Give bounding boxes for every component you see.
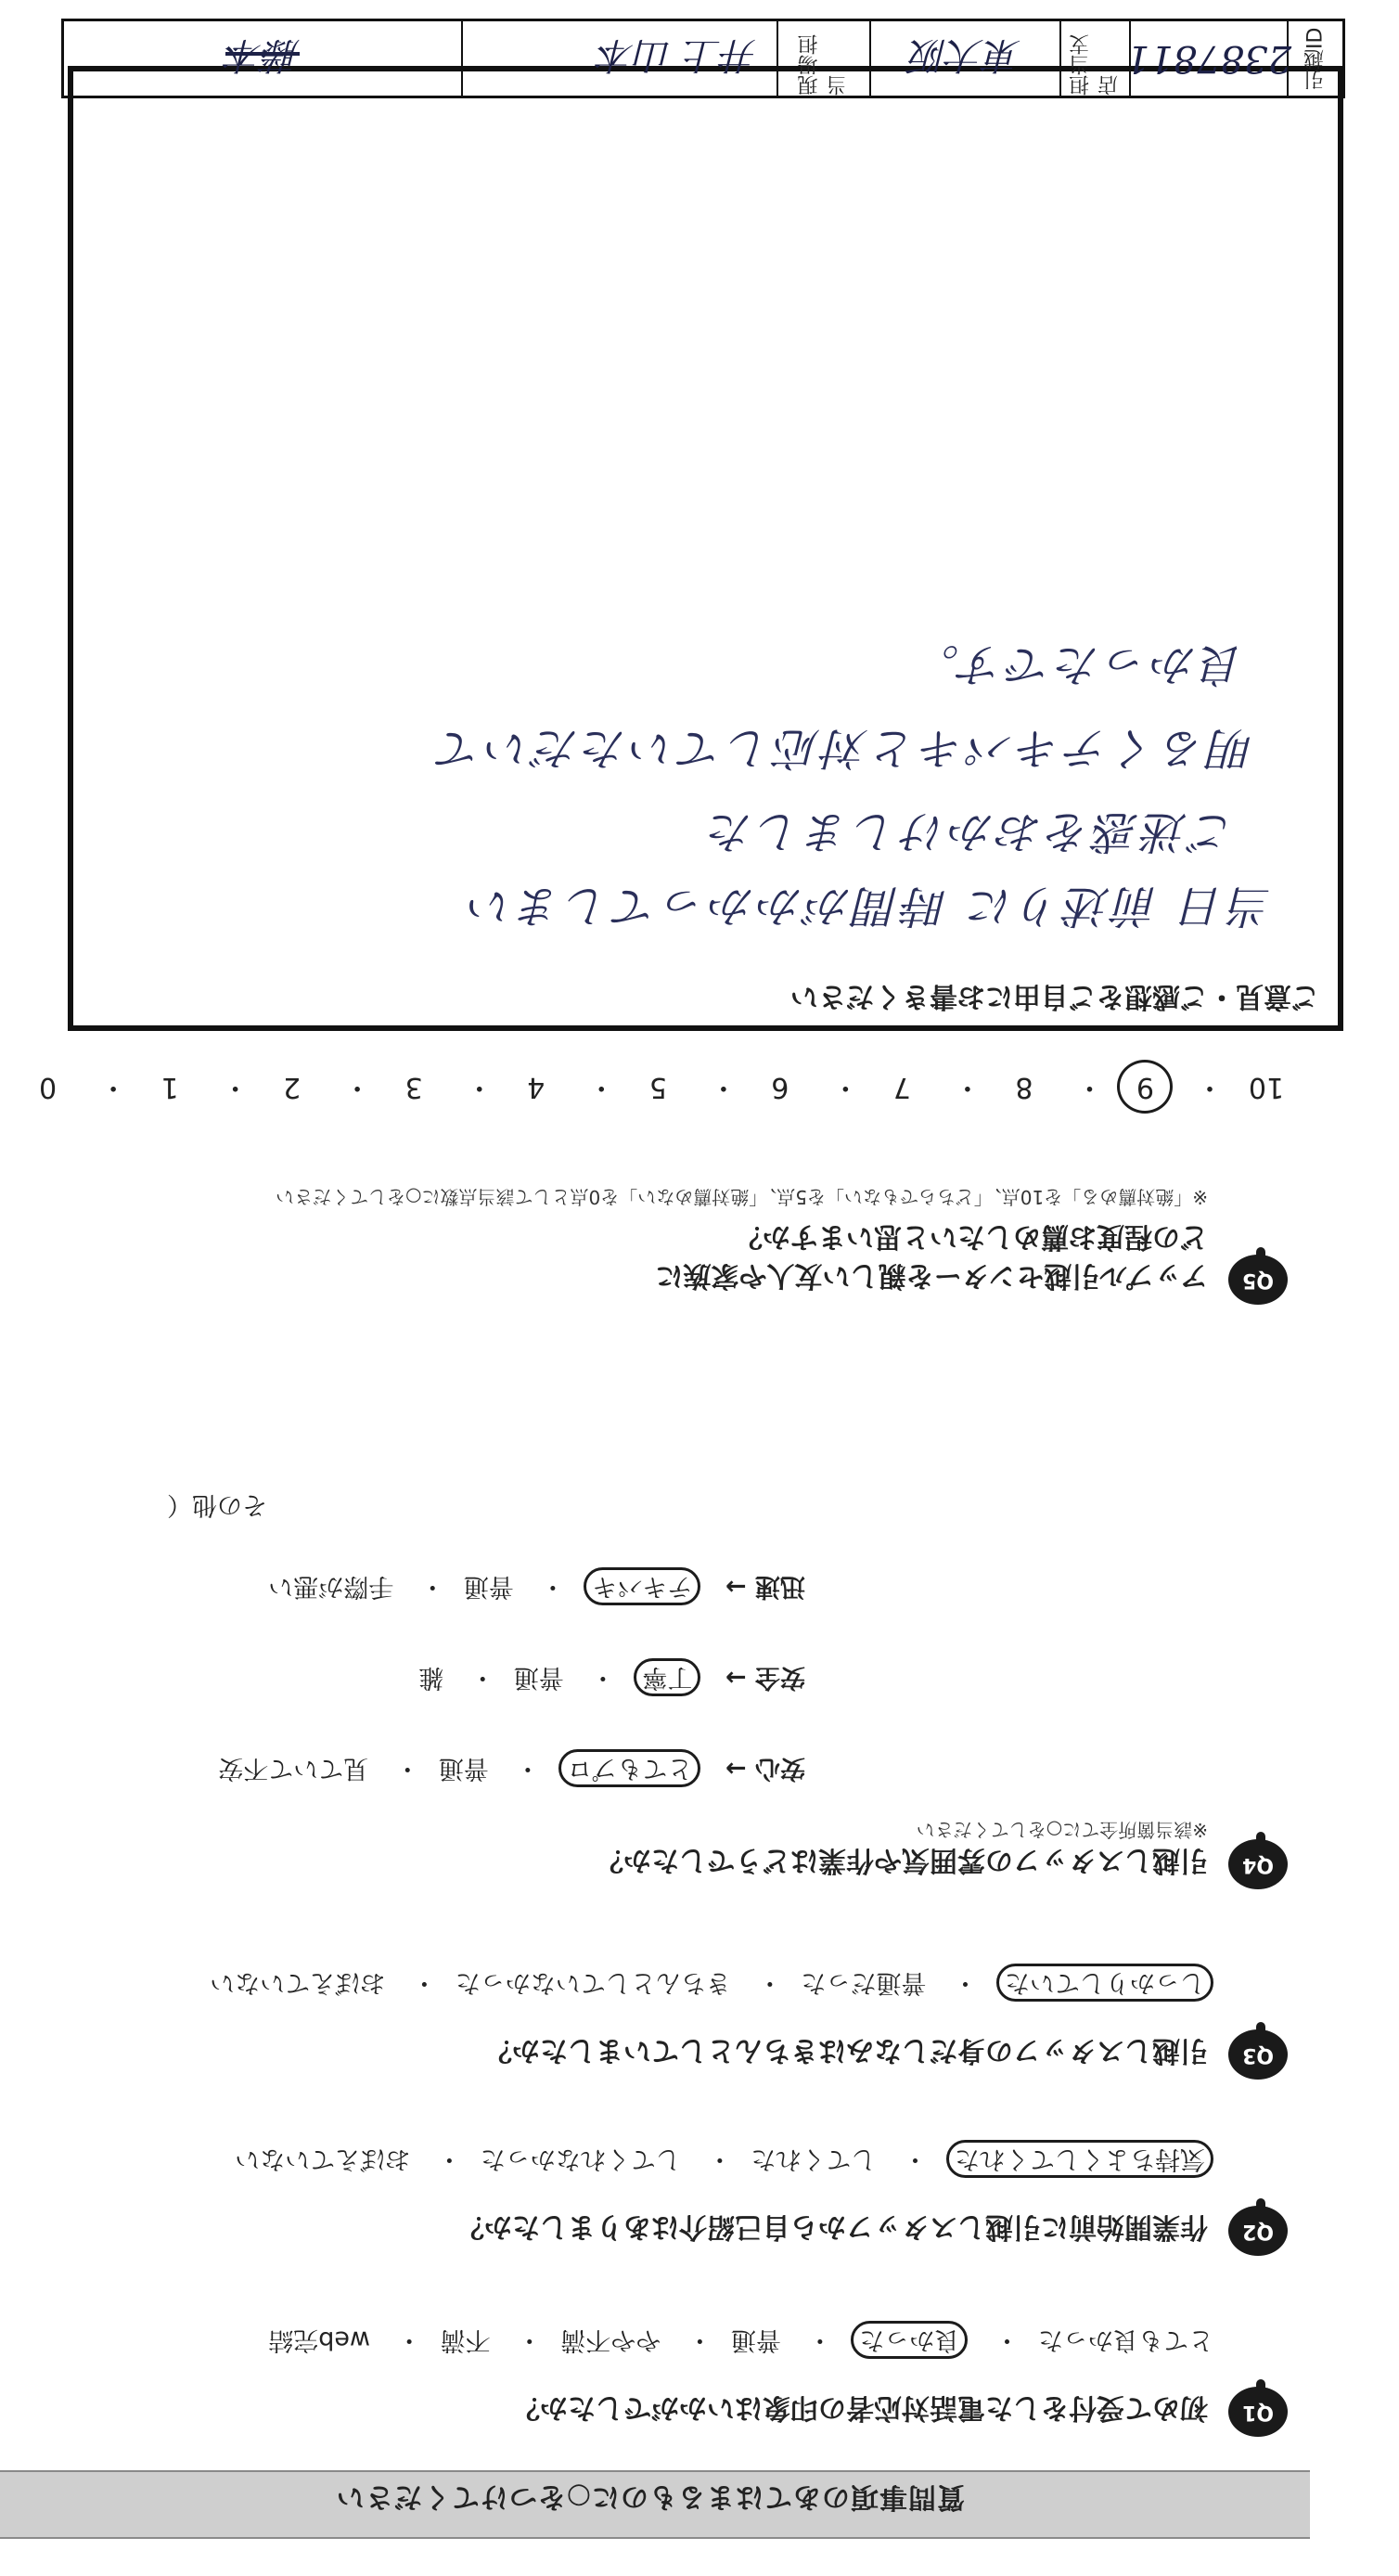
q3-option[interactable]: きちんとしていなかった [455, 1968, 731, 1997]
q4-option[interactable]: 普通 [463, 1572, 514, 1601]
extra-value: 藤本 [225, 33, 300, 77]
id-value: 2387811 [1129, 21, 1287, 96]
q1-option[interactable]: やや不満 [560, 2325, 661, 2354]
branch-value: 東大阪 [869, 21, 1059, 96]
q1-badge: Q1 [1228, 2387, 1288, 2437]
q4-row-jinsoku: 迅速 → テキパキ・ 普通・ 手際が悪い [268, 1571, 805, 1607]
q1-option-selected[interactable]: 良かった [851, 2321, 968, 2359]
q4-option[interactable]: 雑 [418, 1663, 444, 1692]
score-1[interactable]: 1 [160, 1071, 179, 1103]
q1-options: とても良かった・ 良かった・ 普通・ やや不満・ 不満・ web完結 [268, 2325, 1213, 2361]
score-7[interactable]: 7 [892, 1071, 911, 1103]
q3-option[interactable]: 普通だった [801, 1968, 927, 1997]
q2-option-selected[interactable]: 気持ちよくしてくれた [946, 2140, 1213, 2178]
score-5[interactable]: 5 [648, 1071, 667, 1103]
q1-option[interactable]: とても良かった [1038, 2325, 1213, 2354]
q2-text: 作業開始前に引越しスタッフから自己紹介はありましたか？ [456, 2210, 1208, 2243]
q3-option-selected[interactable]: しっかりしていた [996, 1964, 1213, 2002]
q2-options: 気持ちよくしてくれた・ してくれた・ してくれなかった・ おぼえていない [235, 2144, 1213, 2180]
banner-text: 質問事項のあてはまるものに○をつけてください [335, 2480, 965, 2513]
q4-badge: Q4 [1228, 1839, 1288, 1889]
score-8[interactable]: 8 [1015, 1071, 1033, 1103]
leader-value: 井上 山本 [461, 21, 777, 96]
comment-line-2: ご迷惑をおかけしました [704, 805, 1236, 857]
q3-badge: Q3 [1228, 2029, 1288, 2080]
q4-option-selected[interactable]: とてもプロ [558, 1749, 700, 1787]
q2-option[interactable]: おぼえていない [235, 2145, 411, 2173]
score-4[interactable]: 4 [527, 1071, 545, 1103]
comment-box[interactable] [68, 66, 1343, 1031]
q3-option[interactable]: おぼえていない [210, 1968, 386, 1997]
score-3[interactable]: 3 [404, 1071, 423, 1103]
q4-option[interactable]: 普通 [513, 1663, 564, 1692]
q5-text-line2: どの程度お薦めしたいと思いますか？ [735, 1220, 1208, 1253]
q4-option[interactable]: 普通 [438, 1754, 489, 1783]
comment-line-4: 良かったです。 [910, 638, 1245, 690]
q1-option[interactable]: 不満 [440, 2325, 491, 2354]
q4-note: ※該当箇所全てに○をしてください [916, 1819, 1208, 1841]
id-table [61, 19, 1345, 98]
q4-option-selected[interactable]: 丁寧 [634, 1658, 700, 1696]
comment-line-3: 明るくテキパキと対応していただいて [433, 722, 1254, 774]
instruction-banner [0, 2470, 1310, 2539]
score-9-selected[interactable]: 9 [1117, 1060, 1173, 1114]
leader-label: 現場担当 [777, 21, 869, 96]
q4-category: 安心 → [725, 1754, 805, 1783]
q5-note: ※「絶対薦める」を10点、「どちらでもない」を5点、「絶対薦めない」を0点として該当点数に○をしてください [276, 1186, 1208, 1208]
q1-option[interactable]: web完結 [268, 2325, 371, 2354]
q4-other-label: その他（ [167, 1490, 267, 1519]
q4-option[interactable]: 手際が悪い [268, 1572, 394, 1601]
q2-badge: Q2 [1228, 2206, 1288, 2256]
score-0[interactable]: 0 [38, 1071, 58, 1103]
q4-category: 迅速 → [725, 1572, 805, 1601]
score-10[interactable]: 10 [1248, 1071, 1285, 1103]
q1-text: 初めて受付をした電話対応者の印象はいかがでしたか？ [512, 2391, 1208, 2424]
q3-options: しっかりしていた・ 普通だった・ きちんとしていなかった・ おぼえていない [210, 1967, 1213, 2003]
q1-option[interactable]: 普通 [730, 2325, 781, 2354]
q5-badge: Q5 [1228, 1255, 1288, 1305]
q4-text: 引越しスタッフの雰囲気や作業はどうでしたか？ [596, 1844, 1208, 1876]
q4-option[interactable]: 見ていて不安 [218, 1754, 369, 1783]
id-label: 引越ID [1287, 21, 1342, 96]
score-2[interactable]: 2 [283, 1071, 302, 1103]
q4-category: 安全 → [725, 1663, 805, 1692]
q3-text: 引越しスタッフの身だしなみはきちんとしていましたか？ [484, 2034, 1208, 2067]
q4-row-anzen: 安全 → 丁寧・ 普通・ 雑 [418, 1662, 805, 1698]
q2-option[interactable]: してくれなかった [480, 2145, 681, 2173]
score-6[interactable]: 6 [771, 1071, 789, 1103]
q4-option-selected[interactable]: テキパキ [584, 1567, 700, 1605]
comment-title: ご意見・ご感想をご自由にお書きください [790, 980, 1319, 1012]
q2-option[interactable]: してくれた [751, 2145, 877, 2173]
branch-label: 担当支店 [1059, 21, 1129, 96]
q4-row-anshin: 安心 → とてもプロ・ 普通・ 見ていて不安 [218, 1753, 805, 1789]
q5-score-scale: 10・ 9・ 8・ 7・ 6・ 5・ 4・ 3・ 2・ 1・ 0 [19, 1060, 1295, 1114]
q5-text-line1: アップル引越センターを親しい友人や家族に [655, 1259, 1208, 1292]
comment-line-1: 当日 前述りに 時間がかかってしまい [465, 880, 1273, 932]
